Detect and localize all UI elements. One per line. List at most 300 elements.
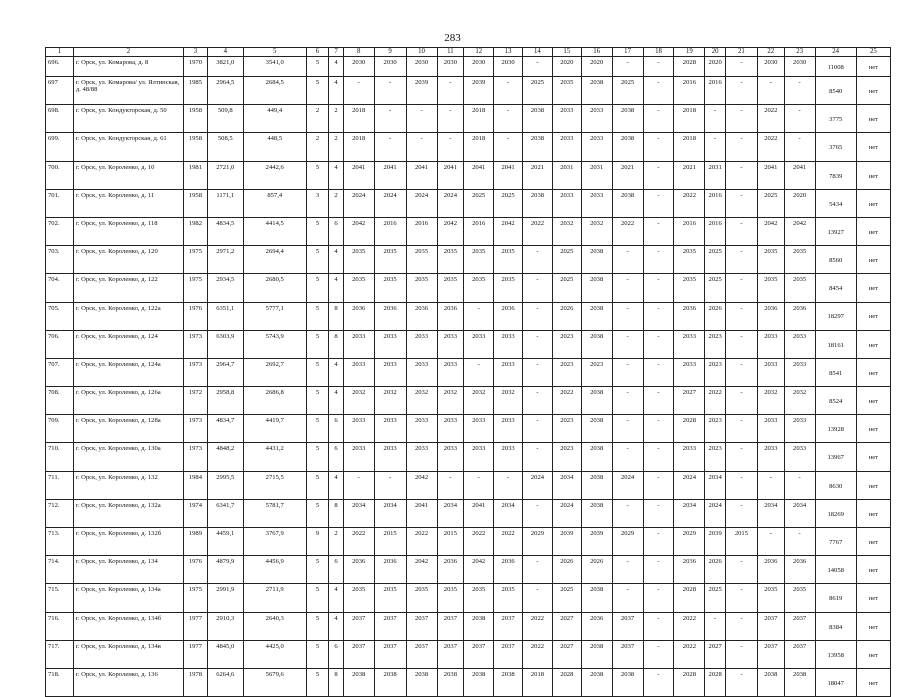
row-number-cell: 706.	[46, 330, 74, 358]
table-cell: 2033	[784, 358, 815, 386]
table-cell: -	[643, 612, 674, 640]
table-cell: 2038	[581, 330, 612, 358]
table-cell: -	[725, 77, 757, 105]
table-cell: 2038	[523, 105, 553, 133]
table-cell: 5	[306, 302, 329, 330]
table-cell: 5	[306, 612, 329, 640]
row-number-cell: 711.	[46, 471, 74, 499]
table-cell: 2022	[705, 387, 726, 415]
table-cell: 4848,2	[207, 443, 243, 471]
table-cell: 4879,9	[207, 556, 243, 584]
table-cell: 2033	[437, 358, 464, 386]
row-number-cell: 707.	[46, 358, 74, 386]
table-cell: 2038	[757, 668, 784, 696]
table-cell: 2024	[343, 189, 374, 217]
table-cell: 5	[306, 584, 329, 612]
table-cell: 2037	[757, 640, 784, 668]
table-cell: 2033	[343, 415, 374, 443]
table-cell: 2022	[406, 528, 437, 556]
table-cell: 2015	[374, 528, 406, 556]
table-cell: 2016	[674, 217, 705, 245]
table-cell: 2022	[523, 640, 553, 668]
address-cell: г. Орск, ул. Короленко, д. 126а	[73, 387, 183, 415]
row-number-cell: 716.	[46, 612, 74, 640]
table-cell: 8540	[815, 77, 856, 105]
table-cell: 2033	[674, 330, 705, 358]
table-cell: 1975	[184, 246, 208, 274]
table-cell: нет	[856, 387, 890, 415]
table-cell: 2022	[674, 612, 705, 640]
table-row	[46, 274, 891, 302]
table-cell: -	[612, 302, 643, 330]
table-cell: -	[725, 471, 757, 499]
table-cell: 2036	[437, 302, 464, 330]
table-cell: 4	[329, 358, 343, 386]
table-cell: 2034	[343, 499, 374, 527]
table-cell: -	[612, 358, 643, 386]
table-cell: 13928	[815, 415, 856, 443]
table-cell: 2035	[494, 274, 523, 302]
table-cell: -	[464, 358, 494, 386]
table-cell: 2033	[757, 330, 784, 358]
table-cell: 1976	[184, 302, 208, 330]
column-header: 22	[757, 48, 784, 57]
table-cell: 2021	[674, 161, 705, 189]
table-cell: 2042	[406, 471, 437, 499]
table-cell: -	[784, 133, 815, 161]
table-cell: 4	[329, 584, 343, 612]
table-cell: 8630	[815, 471, 856, 499]
table-cell: -	[643, 246, 674, 274]
table-cell: -	[784, 105, 815, 133]
table-cell: -	[343, 471, 374, 499]
column-number-row	[46, 48, 891, 57]
table-cell: -	[437, 105, 464, 133]
table-cell: 2038	[581, 274, 612, 302]
table-cell: 2035	[437, 246, 464, 274]
table-cell: 2035	[494, 584, 523, 612]
table-cell: 2033	[374, 330, 406, 358]
table-cell: 2026	[705, 302, 726, 330]
table-cell: -	[494, 471, 523, 499]
table-cell: 2023	[705, 358, 726, 386]
table-cell: 2032	[494, 387, 523, 415]
table-cell: 2037	[757, 612, 784, 640]
table-cell: 2032	[552, 217, 581, 245]
column-header: 6	[306, 48, 329, 57]
table-cell: нет	[856, 443, 890, 471]
table-cell: 8	[329, 499, 343, 527]
table-cell: 2023	[581, 358, 612, 386]
table-cell: 2030	[757, 57, 784, 77]
table-cell: 3775	[815, 105, 856, 133]
table-cell: -	[464, 302, 494, 330]
table-cell: 2029	[674, 528, 705, 556]
table-cell: 2037	[437, 640, 464, 668]
table-cell: 2015	[437, 528, 464, 556]
table-cell: 2016	[464, 217, 494, 245]
table-cell: 2025	[705, 274, 726, 302]
table-cell: -	[725, 274, 757, 302]
table-cell: -	[643, 584, 674, 612]
table-cell: 2032	[757, 387, 784, 415]
table-cell: 2038	[581, 415, 612, 443]
table-cell: 2029	[612, 528, 643, 556]
table-cell: 2038	[523, 133, 553, 161]
table-cell: 2021	[612, 161, 643, 189]
table-cell: 2025	[705, 246, 726, 274]
table-cell: -	[643, 358, 674, 386]
address-cell: г. Орск, ул. Короленко, д. 134б	[73, 612, 183, 640]
table-cell: 2033	[406, 358, 437, 386]
table-cell: 8619	[815, 584, 856, 612]
table-cell: 2032	[374, 387, 406, 415]
table-cell: 2039	[406, 77, 437, 105]
address-cell: г. Орск, ул. Короленко, д. 136	[73, 668, 183, 696]
table-cell: 2033	[464, 415, 494, 443]
column-header: 17	[612, 48, 643, 57]
table-cell: 6264,6	[207, 668, 243, 696]
table-cell: 2041	[406, 499, 437, 527]
table-cell: 2715,5	[243, 471, 306, 499]
table-cell: -	[725, 217, 757, 245]
table-cell: 2033	[494, 415, 523, 443]
address-cell: г. Орск, ул. Комарова, д. 8	[73, 57, 183, 77]
table-cell: 6	[329, 415, 343, 443]
table-cell: -	[643, 528, 674, 556]
address-cell: г. Орск, ул. Короленко, д. 124	[73, 330, 183, 358]
table-cell: 2037	[343, 612, 374, 640]
table-cell: 1985	[184, 77, 208, 105]
table-cell: -	[643, 133, 674, 161]
table-cell: нет	[856, 584, 890, 612]
column-header: 3	[184, 48, 208, 57]
row-number-cell: 708.	[46, 387, 74, 415]
table-row	[46, 584, 891, 612]
table-cell: 2025	[612, 77, 643, 105]
table-cell: 2038	[464, 612, 494, 640]
address-cell: г. Орск, ул. Короленко, д. 130а	[73, 443, 183, 471]
table-cell: 2022	[674, 640, 705, 668]
table-row	[46, 133, 891, 161]
table-cell: 2038	[581, 387, 612, 415]
table-cell: 2041	[343, 161, 374, 189]
table-cell: -	[725, 189, 757, 217]
table-cell: -	[643, 499, 674, 527]
table-cell: 2694,4	[243, 246, 306, 274]
table-cell: 13967	[815, 443, 856, 471]
table-cell: 2038	[406, 668, 437, 696]
table-cell: 5	[306, 57, 329, 77]
table-cell: 2035	[784, 246, 815, 274]
table-cell: 857,4	[243, 189, 306, 217]
table-cell: 2023	[552, 443, 581, 471]
table-cell: -	[612, 57, 643, 77]
table-cell: 2038	[523, 189, 553, 217]
table-cell: 2024	[674, 471, 705, 499]
table-cell: 13958	[815, 640, 856, 668]
table-cell: -	[725, 640, 757, 668]
table-cell: 2018	[343, 105, 374, 133]
table-cell: 2030	[437, 57, 464, 77]
table-cell: 2038	[784, 668, 815, 696]
column-header: 11	[437, 48, 464, 57]
table-cell: 2033	[757, 415, 784, 443]
table-cell: 2026	[552, 556, 581, 584]
table-cell: 1975	[184, 584, 208, 612]
column-header: 23	[784, 48, 815, 57]
table-cell: нет	[856, 471, 890, 499]
table-cell: 2035	[464, 246, 494, 274]
table-cell: -	[725, 330, 757, 358]
address-cell: г. Орск, ул. Кондукторская, д. 50	[73, 105, 183, 133]
row-number-cell: 713.	[46, 528, 74, 556]
row-number-cell: 714.	[46, 556, 74, 584]
table-cell: 4425,0	[243, 640, 306, 668]
table-cell: 2910,3	[207, 612, 243, 640]
table-cell: 2995,5	[207, 471, 243, 499]
table-cell: -	[784, 77, 815, 105]
table-cell: 2033	[674, 358, 705, 386]
table-cell: 2036	[581, 612, 612, 640]
table-cell: 2035	[674, 274, 705, 302]
table-cell: 5434	[815, 189, 856, 217]
table-cell: 6303,9	[207, 330, 243, 358]
column-header: 8	[343, 48, 374, 57]
table-cell: 2033	[784, 330, 815, 358]
table-cell: 2020	[581, 57, 612, 77]
table-cell: 1976	[184, 556, 208, 584]
table-cell: -	[406, 105, 437, 133]
table-cell: 2033	[581, 105, 612, 133]
table-cell: 2035	[437, 584, 464, 612]
table-row	[46, 415, 891, 443]
table-cell: 2037	[374, 640, 406, 668]
table-cell: 2028	[674, 415, 705, 443]
table-cell: -	[725, 387, 757, 415]
table-cell: -	[437, 77, 464, 105]
table-cell: -	[494, 105, 523, 133]
row-number-cell: 715.	[46, 584, 74, 612]
table-cell: 2027	[705, 640, 726, 668]
table-cell: 2038	[612, 133, 643, 161]
row-number-cell: 699.	[46, 133, 74, 161]
table-cell: 2971,2	[207, 246, 243, 274]
table-cell: -	[374, 133, 406, 161]
table-cell: 2022	[494, 528, 523, 556]
table-cell: 2035	[406, 584, 437, 612]
column-header: 2	[73, 48, 183, 57]
table-cell: 2033	[406, 443, 437, 471]
table-cell: -	[374, 105, 406, 133]
table-cell: 2037	[437, 612, 464, 640]
table-cell: -	[612, 246, 643, 274]
table-cell: 2029	[523, 528, 553, 556]
row-number-cell: 717.	[46, 640, 74, 668]
table-cell: 8	[329, 302, 343, 330]
table-cell: 8	[329, 668, 343, 696]
table-cell: нет	[856, 358, 890, 386]
table-cell: 2033	[784, 443, 815, 471]
table-cell: 8454	[815, 274, 856, 302]
table-cell: 2686,8	[243, 387, 306, 415]
column-header: 20	[705, 48, 726, 57]
table-cell: 4431,2	[243, 443, 306, 471]
table-cell: -	[523, 246, 553, 274]
address-cell: г. Орск, ул. Короленко, д. 132б	[73, 528, 183, 556]
table-cell: нет	[856, 330, 890, 358]
table-cell: 13927	[815, 217, 856, 245]
table-row	[46, 105, 891, 133]
table-cell: 2034	[784, 499, 815, 527]
table-cell: 4834,7	[207, 415, 243, 443]
table-cell: 2025	[464, 189, 494, 217]
table-cell: 1958	[184, 189, 208, 217]
table-cell: 2033	[464, 443, 494, 471]
table-cell: 5	[306, 387, 329, 415]
table-cell: -	[643, 302, 674, 330]
table-cell: 2039	[552, 528, 581, 556]
table-cell: 4	[329, 77, 343, 105]
table-row	[46, 612, 891, 640]
table-cell: 2035	[674, 246, 705, 274]
table-cell: 2680,5	[243, 274, 306, 302]
table-cell: 2	[329, 133, 343, 161]
table-cell: 2030	[343, 57, 374, 77]
table-cell: 5	[306, 217, 329, 245]
table-cell: 5	[306, 330, 329, 358]
table-cell: 4	[329, 471, 343, 499]
table-cell: 2023	[705, 443, 726, 471]
column-header: 14	[523, 48, 553, 57]
table-cell: 449,4	[243, 105, 306, 133]
table-cell: 2032	[464, 387, 494, 415]
table-cell: 2030	[374, 57, 406, 77]
table-cell: 2033	[581, 189, 612, 217]
table-cell: 6	[329, 556, 343, 584]
table-cell: 2024	[705, 499, 726, 527]
table-cell: 14058	[815, 556, 856, 584]
table-cell: 5	[306, 668, 329, 696]
table-cell: 5	[306, 499, 329, 527]
table-cell: 6	[329, 640, 343, 668]
table-cell: 2041	[784, 161, 815, 189]
column-header: 5	[243, 48, 306, 57]
table-cell: -	[523, 499, 553, 527]
table-row	[46, 556, 891, 584]
table-cell: 1972	[184, 387, 208, 415]
table-cell: -	[725, 499, 757, 527]
address-cell: г. Орск, ул. Кондукторская, д. 61	[73, 133, 183, 161]
table-cell: 2	[306, 133, 329, 161]
table-cell: 8384	[815, 612, 856, 640]
table-row	[46, 246, 891, 274]
table-cell: -	[523, 556, 553, 584]
table-cell: -	[784, 528, 815, 556]
table-cell: 2038	[581, 443, 612, 471]
table-cell: 2038	[494, 668, 523, 696]
table-cell: 3	[306, 189, 329, 217]
table-cell: 2037	[374, 612, 406, 640]
column-header: 21	[725, 48, 757, 57]
address-cell: г. Орск, ул. Короленко, д. 10	[73, 161, 183, 189]
table-cell: 2033	[374, 358, 406, 386]
address-cell: г. Орск, ул. Короленко, д. 134	[73, 556, 183, 584]
table-cell: 1978	[184, 668, 208, 696]
table-cell: 2016	[705, 217, 726, 245]
table-cell: нет	[856, 302, 890, 330]
table-cell: 2033	[343, 358, 374, 386]
table-cell: 2036	[494, 302, 523, 330]
address-cell: г. Орск, ул. Короленко, д. 132а	[73, 499, 183, 527]
table-cell: 2	[329, 528, 343, 556]
table-cell: -	[612, 330, 643, 358]
table-cell: 2042	[464, 556, 494, 584]
table-cell: 4	[329, 387, 343, 415]
table-cell: 5	[306, 471, 329, 499]
table-cell: 2022	[612, 217, 643, 245]
row-number-cell: 700.	[46, 161, 74, 189]
table-cell: 11008	[815, 57, 856, 77]
table-cell: 5	[306, 415, 329, 443]
table-cell: 2033	[437, 443, 464, 471]
table-cell: 2037	[343, 640, 374, 668]
table-cell: 1984	[184, 471, 208, 499]
table-cell: -	[725, 57, 757, 77]
table-cell: -	[612, 556, 643, 584]
table-cell: 2016	[674, 77, 705, 105]
table-cell: 2042	[437, 217, 464, 245]
table-cell: 2038	[581, 640, 612, 668]
table-cell: 6351,1	[207, 302, 243, 330]
table-cell: 2022	[757, 133, 784, 161]
table-cell: 2036	[494, 556, 523, 584]
table-cell: -	[374, 77, 406, 105]
row-number-cell: 698.	[46, 105, 74, 133]
table-row	[46, 471, 891, 499]
table-cell: 2041	[494, 161, 523, 189]
table-cell: 2026	[581, 556, 612, 584]
table-cell: -	[612, 274, 643, 302]
table-cell: 2041	[406, 161, 437, 189]
table-cell: 2035	[374, 246, 406, 274]
table-cell: 2038	[437, 668, 464, 696]
table-cell: -	[643, 556, 674, 584]
table-cell: 2027	[552, 640, 581, 668]
table-cell: нет	[856, 499, 890, 527]
column-header: 16	[581, 48, 612, 57]
table-cell: 508,5	[207, 133, 243, 161]
row-number-cell: 710.	[46, 443, 74, 471]
table-cell: нет	[856, 133, 890, 161]
table-cell: -	[705, 105, 726, 133]
table-cell: 2034	[552, 471, 581, 499]
column-header: 19	[674, 48, 705, 57]
table-cell: 2020	[705, 57, 726, 77]
address-cell: г. Орск, ул. Короленко, д. 134а	[73, 584, 183, 612]
table-cell: -	[494, 77, 523, 105]
table-cell: 2038	[612, 668, 643, 696]
table-cell: 2036	[784, 556, 815, 584]
table-cell: 2039	[581, 528, 612, 556]
table-cell: 2025	[552, 246, 581, 274]
table-cell: -	[705, 133, 726, 161]
table-cell: -	[725, 584, 757, 612]
table-cell: 2964,5	[207, 77, 243, 105]
address-cell: г. Орск, ул. Комарова/ ул. Ялтинская, д. 48/88	[73, 77, 183, 105]
table-cell: 1977	[184, 612, 208, 640]
table-cell: 2021	[523, 161, 553, 189]
